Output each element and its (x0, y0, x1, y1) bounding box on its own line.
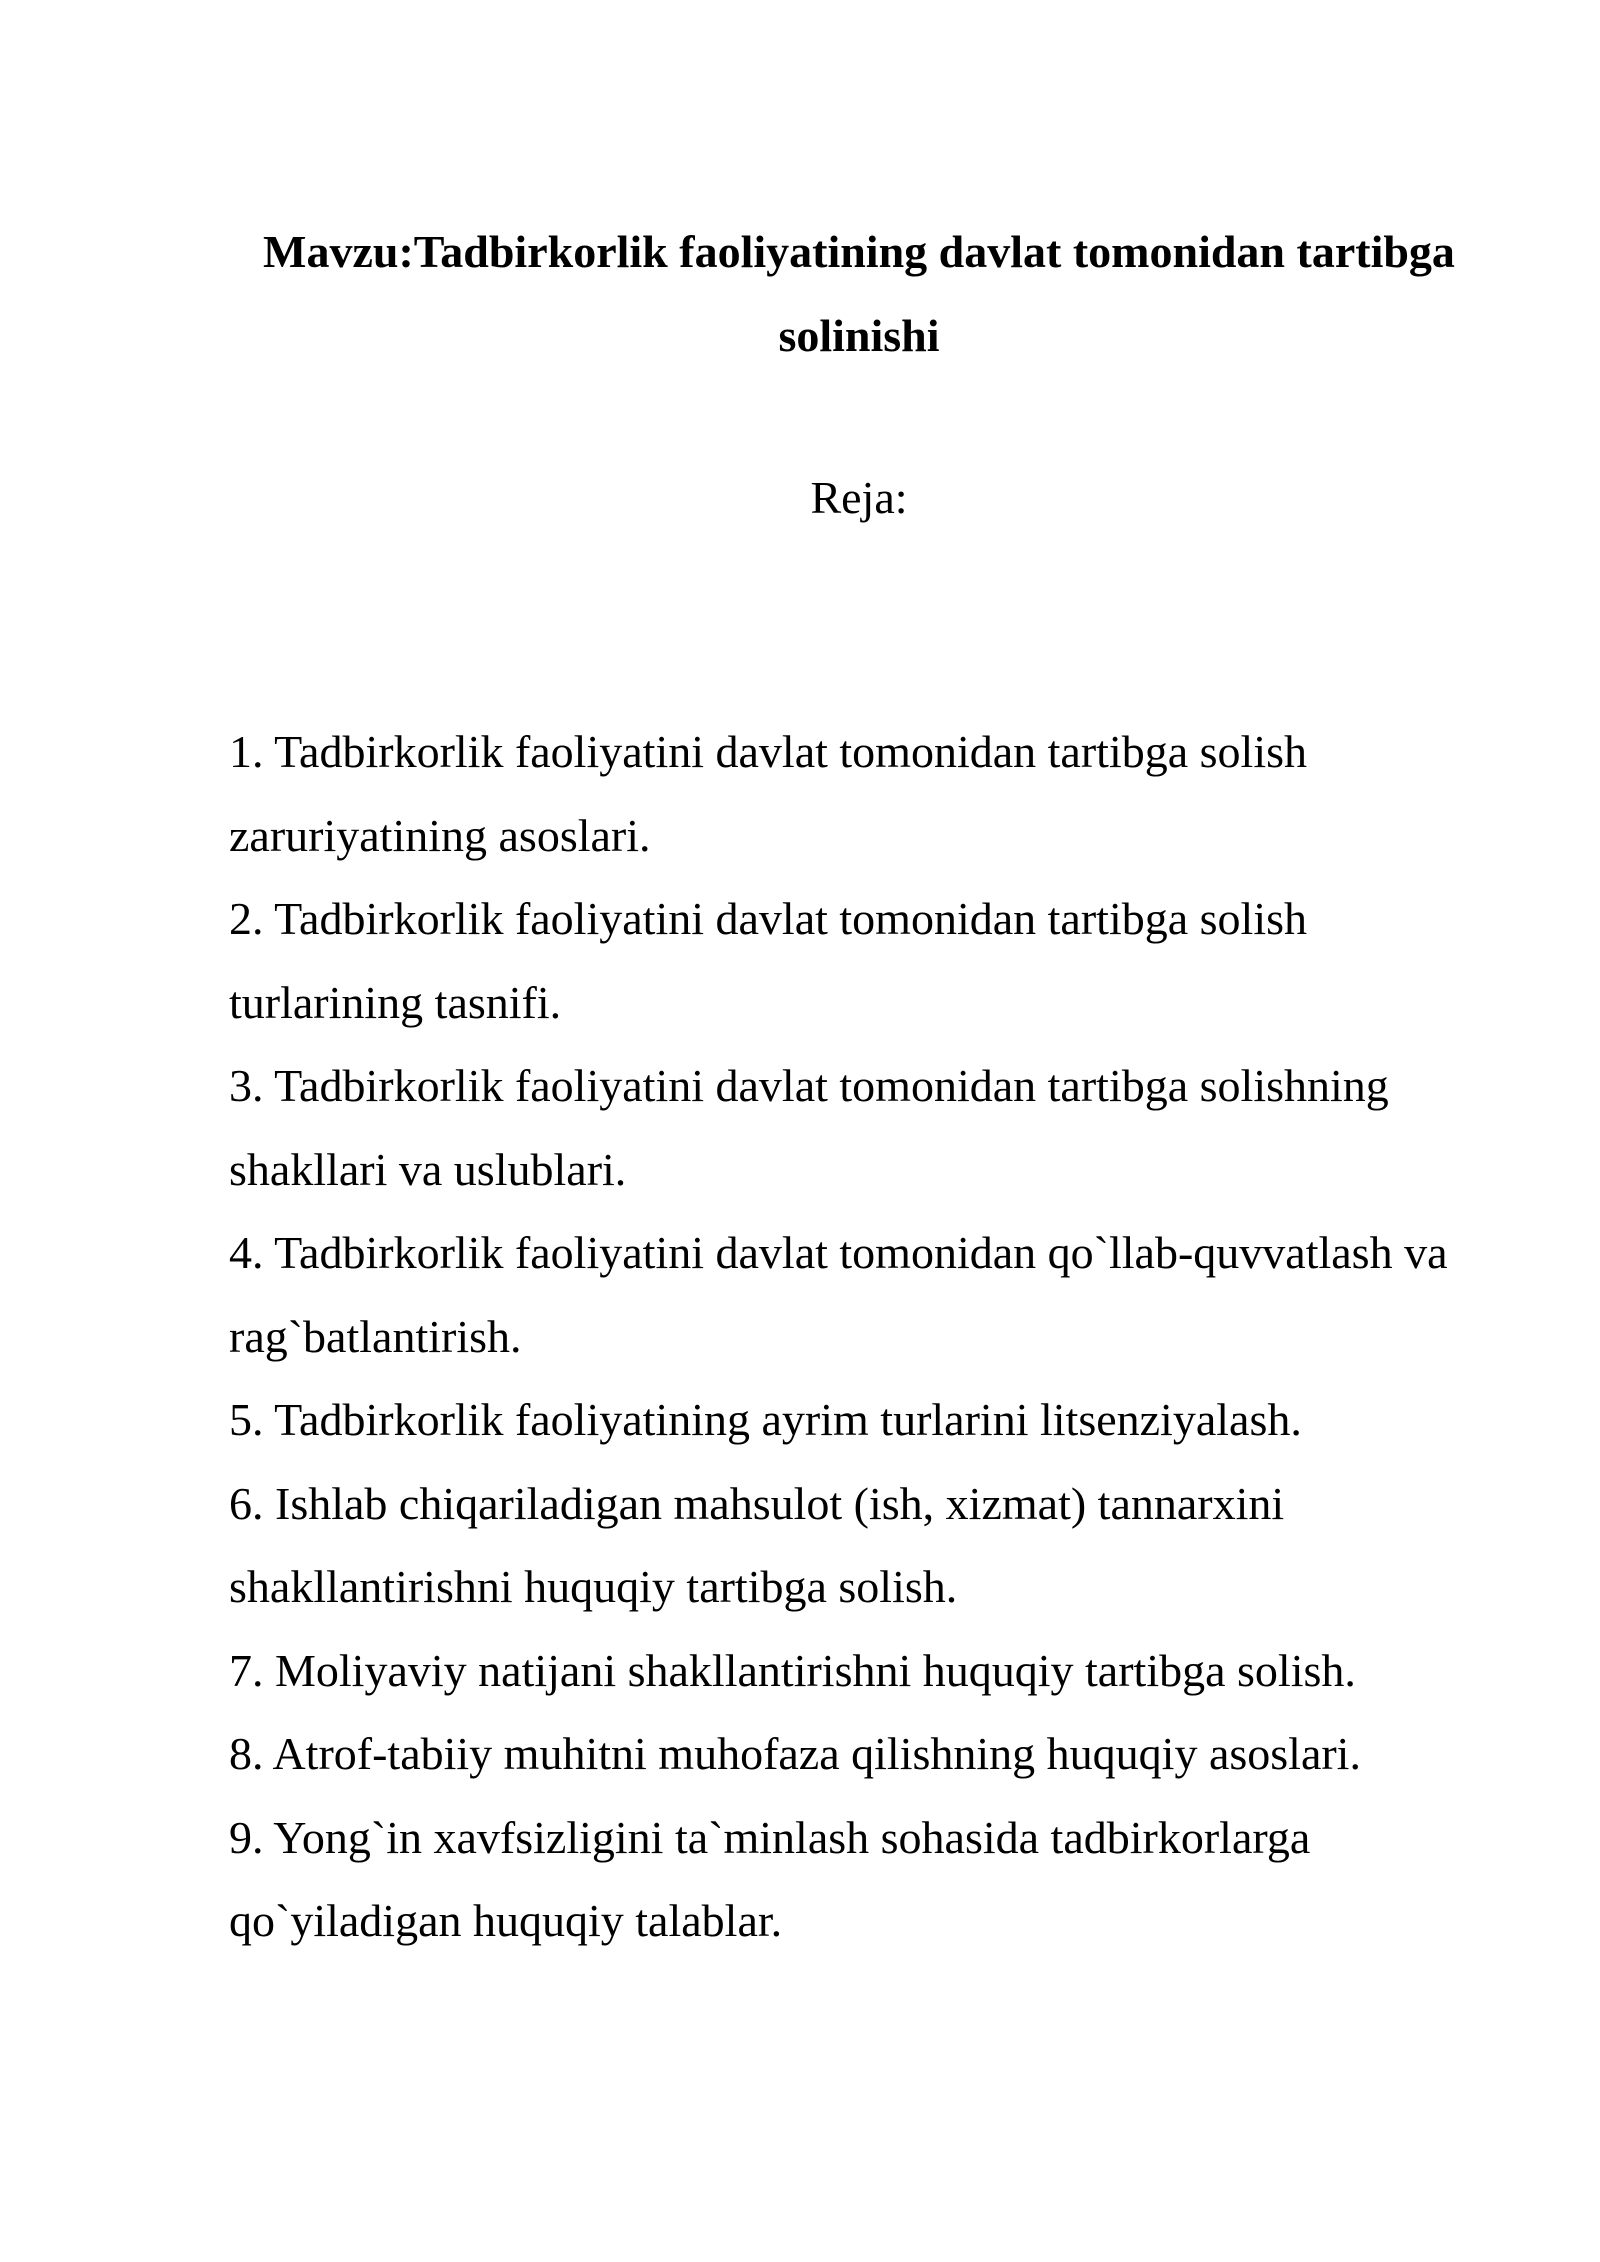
plan-item: 8. Atrof-tabiiy muhitni muhofaza qilishning huquqiy asoslari. (229, 1728, 1361, 1779)
plan-item: 5. Tadbirkorlik faoliyatining ayrim turlarini litsenziyalash. (229, 1394, 1302, 1445)
plan-list (229, 710, 1489, 1963)
plan-item: 6. Ishlab chiqariladigan mahsulot (ish, xizmat) tannarxini shakllantirishni huquqiy tartibga solish. (229, 1477, 1285, 1612)
plan-item: 7. Moliyaviy natijani shakllantirishni huquqiy tartibga solish. (229, 1644, 1356, 1696)
plan-item: 1. Tadbirkorlik faoliyatini davlat tomonidan tartibga solish zaruriyatining asoslari. (229, 726, 1308, 861)
plan-heading: Reja: (810, 472, 908, 523)
plan-item: 2. Tadbirkorlik faoliyatini davlat tomonidan tartibga solish turlarining tasnifi. (229, 893, 1308, 1028)
plan-item: 9. Yong`in xavfsizligini ta`minlash sohasida tadbirkorlarga qo`yiladigan huquqiy talablar. (229, 1811, 1311, 1946)
plan-item: 3. Tadbirkorlik faoliyatini davlat tomonidan tartibga solishning shakllari va uslublari. (229, 1060, 1389, 1195)
document-title: Mavzu:Tadbirkorlik faoliyatining davlat tomonidan tartibga solinishi (263, 226, 1455, 361)
plan-item: 4. Tadbirkorlik faoliyatini davlat tomonidan qo`llab-quvvatlash va rag`batlantirish. (229, 1227, 1448, 1362)
